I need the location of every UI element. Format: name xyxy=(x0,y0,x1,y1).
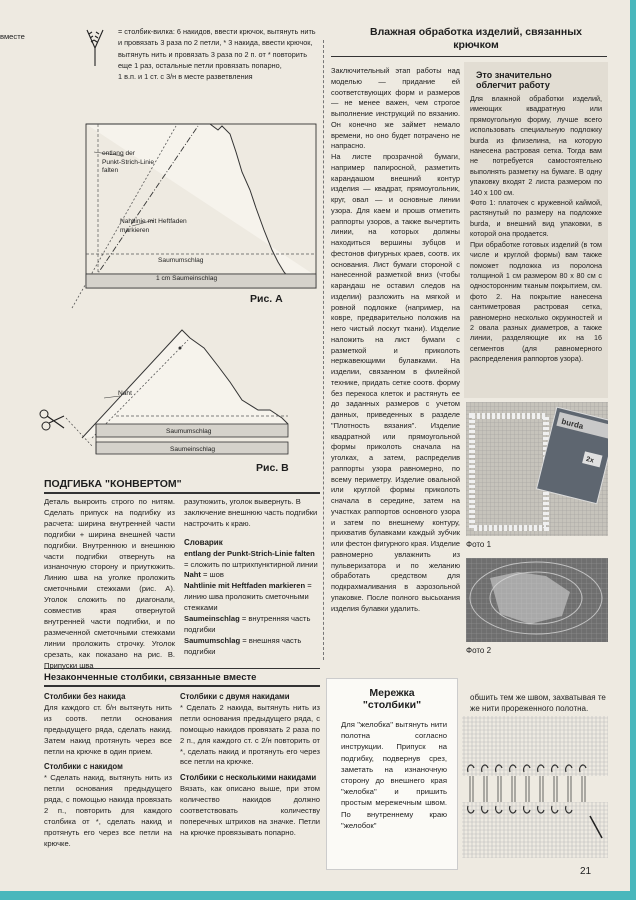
envelope-col2-text: разутюжить, уголок вывернуть. В заключение внешнюю часть подгибки настрочить к краю. xyxy=(184,497,318,528)
stitch-line-4: еще 1 раз, остальные петли провязать попарно, xyxy=(118,60,282,70)
page-number: 21 xyxy=(580,866,592,877)
figure-b-hem2-label: Saumeinschlag xyxy=(170,446,216,453)
info-box-text: Для влажной обработки изделий, имеющих квадратную или прямоугольную форму, лучше всего использовать специальную подложку burda из флизелина, на которую нанесена растровая сетка. Тогда вам не потребуется самостоятельно выполнять разметку на бумаге. В одну упаковку входят 2 листа размером по 140 х 100 см. Фото 1: платочек с кружевной каймой, растянутый по размеру на подложке burda, и внешний вид упаковки, в которой она продается. При обработке готовых изделий (в том числе и круглой формы) вам также поможет подложка из поролона толщиной 1 см размером 80 х 80 см с односторонним тканым покрытием, см. фото 2. На покрытие нанесена сантиметровая растровая сетка, равномерно несколько окружностей и 2 овала разных диаметров, а также линии, разделяющие их на 16 сегментов (для равномерного распределения раппортов узора). xyxy=(470,94,602,364)
mesh-continued-text: обшить тем же швом, захватывая те же нити прореженного полотна. xyxy=(470,693,606,713)
stitch-line-1: = столбик-вилка: 6 накидов, ввести крючок, вытянуть нить xyxy=(118,27,316,36)
dictionary-title: Словарик xyxy=(184,537,223,547)
bottom-accent-bar xyxy=(0,891,636,900)
envelope-title: ПОДГИБКА "КОНВЕРТОМ" xyxy=(44,478,320,494)
photo-2-caption: Фото 2 xyxy=(466,646,492,655)
photo-1-caption: Фото 1 xyxy=(466,540,492,549)
s1-text: Для каждого ст. б/н вытянуть нить из соотв. петли основания предыдущего ряда, сделать накид. Затем накид протянуть через все петли на крючке в один прием. xyxy=(44,702,172,756)
dictionary-entry-5: Saumumschlag = внешняя часть подгибки xyxy=(184,635,302,656)
figure-b-seam-label: Naht xyxy=(118,390,132,397)
s4-text: Вязать, как описано выше, при этом количество накидов должно соответствовать количеству поперечных штрихов на значке. Петли на крючке провязывать попарно. xyxy=(180,784,320,837)
edge-word: вместе xyxy=(0,32,25,41)
stitch-line-2: и провязать 3 раза по 2 петли, * 3 накида, ввести крючок, xyxy=(118,38,313,48)
s4-title: Столбики с несколькими накидами xyxy=(180,773,317,783)
figure-a-hem-1cm-label: 1 cm Saumeinschlag xyxy=(156,275,218,282)
figure-b-caption: Рис. В xyxy=(256,462,289,474)
s2-title: Столбики с накидом xyxy=(44,762,123,772)
unfinished-col2 xyxy=(180,692,320,839)
svg-text:burda: burda xyxy=(560,416,585,432)
scissors-icon xyxy=(40,410,64,430)
dictionary-entry-2: Naht = шов xyxy=(184,570,224,580)
envelope-col2 xyxy=(184,497,320,658)
s1-title: Столбики без накида xyxy=(44,692,126,701)
figure-b-cloth-edge xyxy=(82,330,288,438)
wet-main-text: Заключительный этап работы над моделью — придание ей соответствующих форм и размеров — не менее важен, чем строгое выполнение инструкций по вязанию. Он конечно же займет немало времени, но оно будет потрачено не напрасно. На листе прозрачной бумаги, например папиросной, разметить карандашом внешний контур изделия — квадрат, прямоугольник, круг, овал — и основные линии узора. Для каем и прошв отметить раппорты узоров, а также вычертить линии, на которых должны находиться вершины зубцов и фестонов фигурных краев, соотв. их основания. Лист бумаги стороной с нанесенной разметкой вниз (чтобы карандаш не оставил следов на изделии) разложить на мягкой и ровной подложке (например, на ковре, предварительно положив на него чистый лоскут ткани). Изделие наложить на лист бумаги с разметкой и приколоть нержавеющими булавками. На изделии, связанном в филейной технике, придать сетке соотв. форму без перекоса клеток и растянуть ее до заданных размеров с учетом данных, приведенных в разделе "Плотность вязания". Изделие квадратной или прямоугольной формы приколоть сначала на уголках, а затем, распределив раппорты узора равномерно, по всему периметру. Изделие овальной или круглой формы приколоть сначала в середине, затем на участках раппортов основного узора и затем по внешнему контуру, прихватив булавками каждый зубчик или фестон фигурного края. Изделие равномерно увлажнить из пульверизатора и по желанию обработать средством для подкрахмаливания в аэрозольной упаковке. После полного высыхания изделия булавки удалить. xyxy=(331,66,460,613)
column-divider xyxy=(323,40,324,660)
info-box-title: Это значительно облегчит работу xyxy=(476,70,552,90)
figure-a-fold-label: entlang der Punkt-Strich-Linie falten xyxy=(102,150,155,174)
figure-a-caption: Рис. А xyxy=(250,293,283,305)
stitch-line-5: 1 в.п. и 1 ст. с 3/н в месте разветвления xyxy=(118,72,253,82)
mesh-illustration xyxy=(462,716,608,858)
unfinished-col1 xyxy=(44,692,172,850)
dictionary-entry-4: Saumeinschlag = внутренняя часть подгибки xyxy=(184,614,311,634)
photo-2-image xyxy=(466,558,608,642)
right-accent-bar xyxy=(630,0,636,900)
svg-text:2x: 2x xyxy=(585,455,595,465)
figure-b-hem-label: Saumumschlag xyxy=(166,428,212,435)
wet-rule xyxy=(331,56,607,57)
s3-title: Столбики с двумя накидами xyxy=(180,692,290,701)
figure-a-diagram xyxy=(60,112,322,312)
wet-title: Влажная обработка изделий, связанных крючком xyxy=(370,26,582,51)
stitch-instructions xyxy=(118,26,318,82)
envelope-col1: Деталь выкроить строго по нитям. Сделать припуск на подгибку из расчета: ширина внутренней части подгибки + ширина внешней части подгибки. Внутреннюю и внешнюю части подгибки отвернуть на изнаночную сторону и приутюжить. Линию шва на уголке проложить сметочными стежками (рис. А). Уголок сложить по диагонали, совместив края отвернутой внутренней части подгибки, и по размеченной сметочными стежками линии проложить строчку. Уголок срезать, как показано на рис. В. Припуски шва xyxy=(44,497,175,670)
photo-1 xyxy=(466,402,608,536)
mesh-box xyxy=(326,678,458,870)
s3-text: * Сделать 2 накида, вытянуть нить из петли основания предыдущего ряда, с помощью накидов провязать 2 раза по 2 п., для каждого ст. с 2/н повторить от *, сделать накид и протянуть его через все петли на крючке. xyxy=(180,702,320,767)
figure-a-seam-label: Nahtlinie mit Heftfaden markieren xyxy=(120,218,187,234)
info-box xyxy=(464,62,608,398)
figure-b-diagram xyxy=(32,326,322,456)
dictionary-entry-3: Nahtlinie mit Heftfaden markieren = линию шва проложить сметочными стежками xyxy=(184,581,312,613)
dictionary-entry-1: entlang der Punkt-Strich-Linie falten = сложить по штрихпунктирной линии xyxy=(184,548,318,569)
stitch-line-3: вытянуть нить и провязать 3 раза по 2 п. от * повторить xyxy=(118,49,308,59)
unfinished-title: Незаконченные столбики, связанные вместе xyxy=(44,668,320,687)
figure-a-hem-label: Saumumschlag xyxy=(158,257,204,264)
mesh-title: Мережка "столбики" xyxy=(362,687,422,711)
photo-1-image xyxy=(466,402,608,536)
mesh-text: Для "желобка" вытянуть нити полотна согласно инструкции. Припуск на подгибку, подвернув срез, заметать на изнаночную сторону до внешнего края "желобка" и пришить простым мережечным швом. По внутреннему краю "желобок" xyxy=(341,720,447,830)
fork-stitch-symbol xyxy=(84,26,106,68)
photo-2 xyxy=(466,558,608,642)
s2-text: * Сделать накид, вытянуть нить из петли основания предыдущего ряда, с помощью накида провязать 2 п., повторить для каждого столбика от *, сделать накид и протянуть его через все петли на крючке. xyxy=(44,773,172,848)
